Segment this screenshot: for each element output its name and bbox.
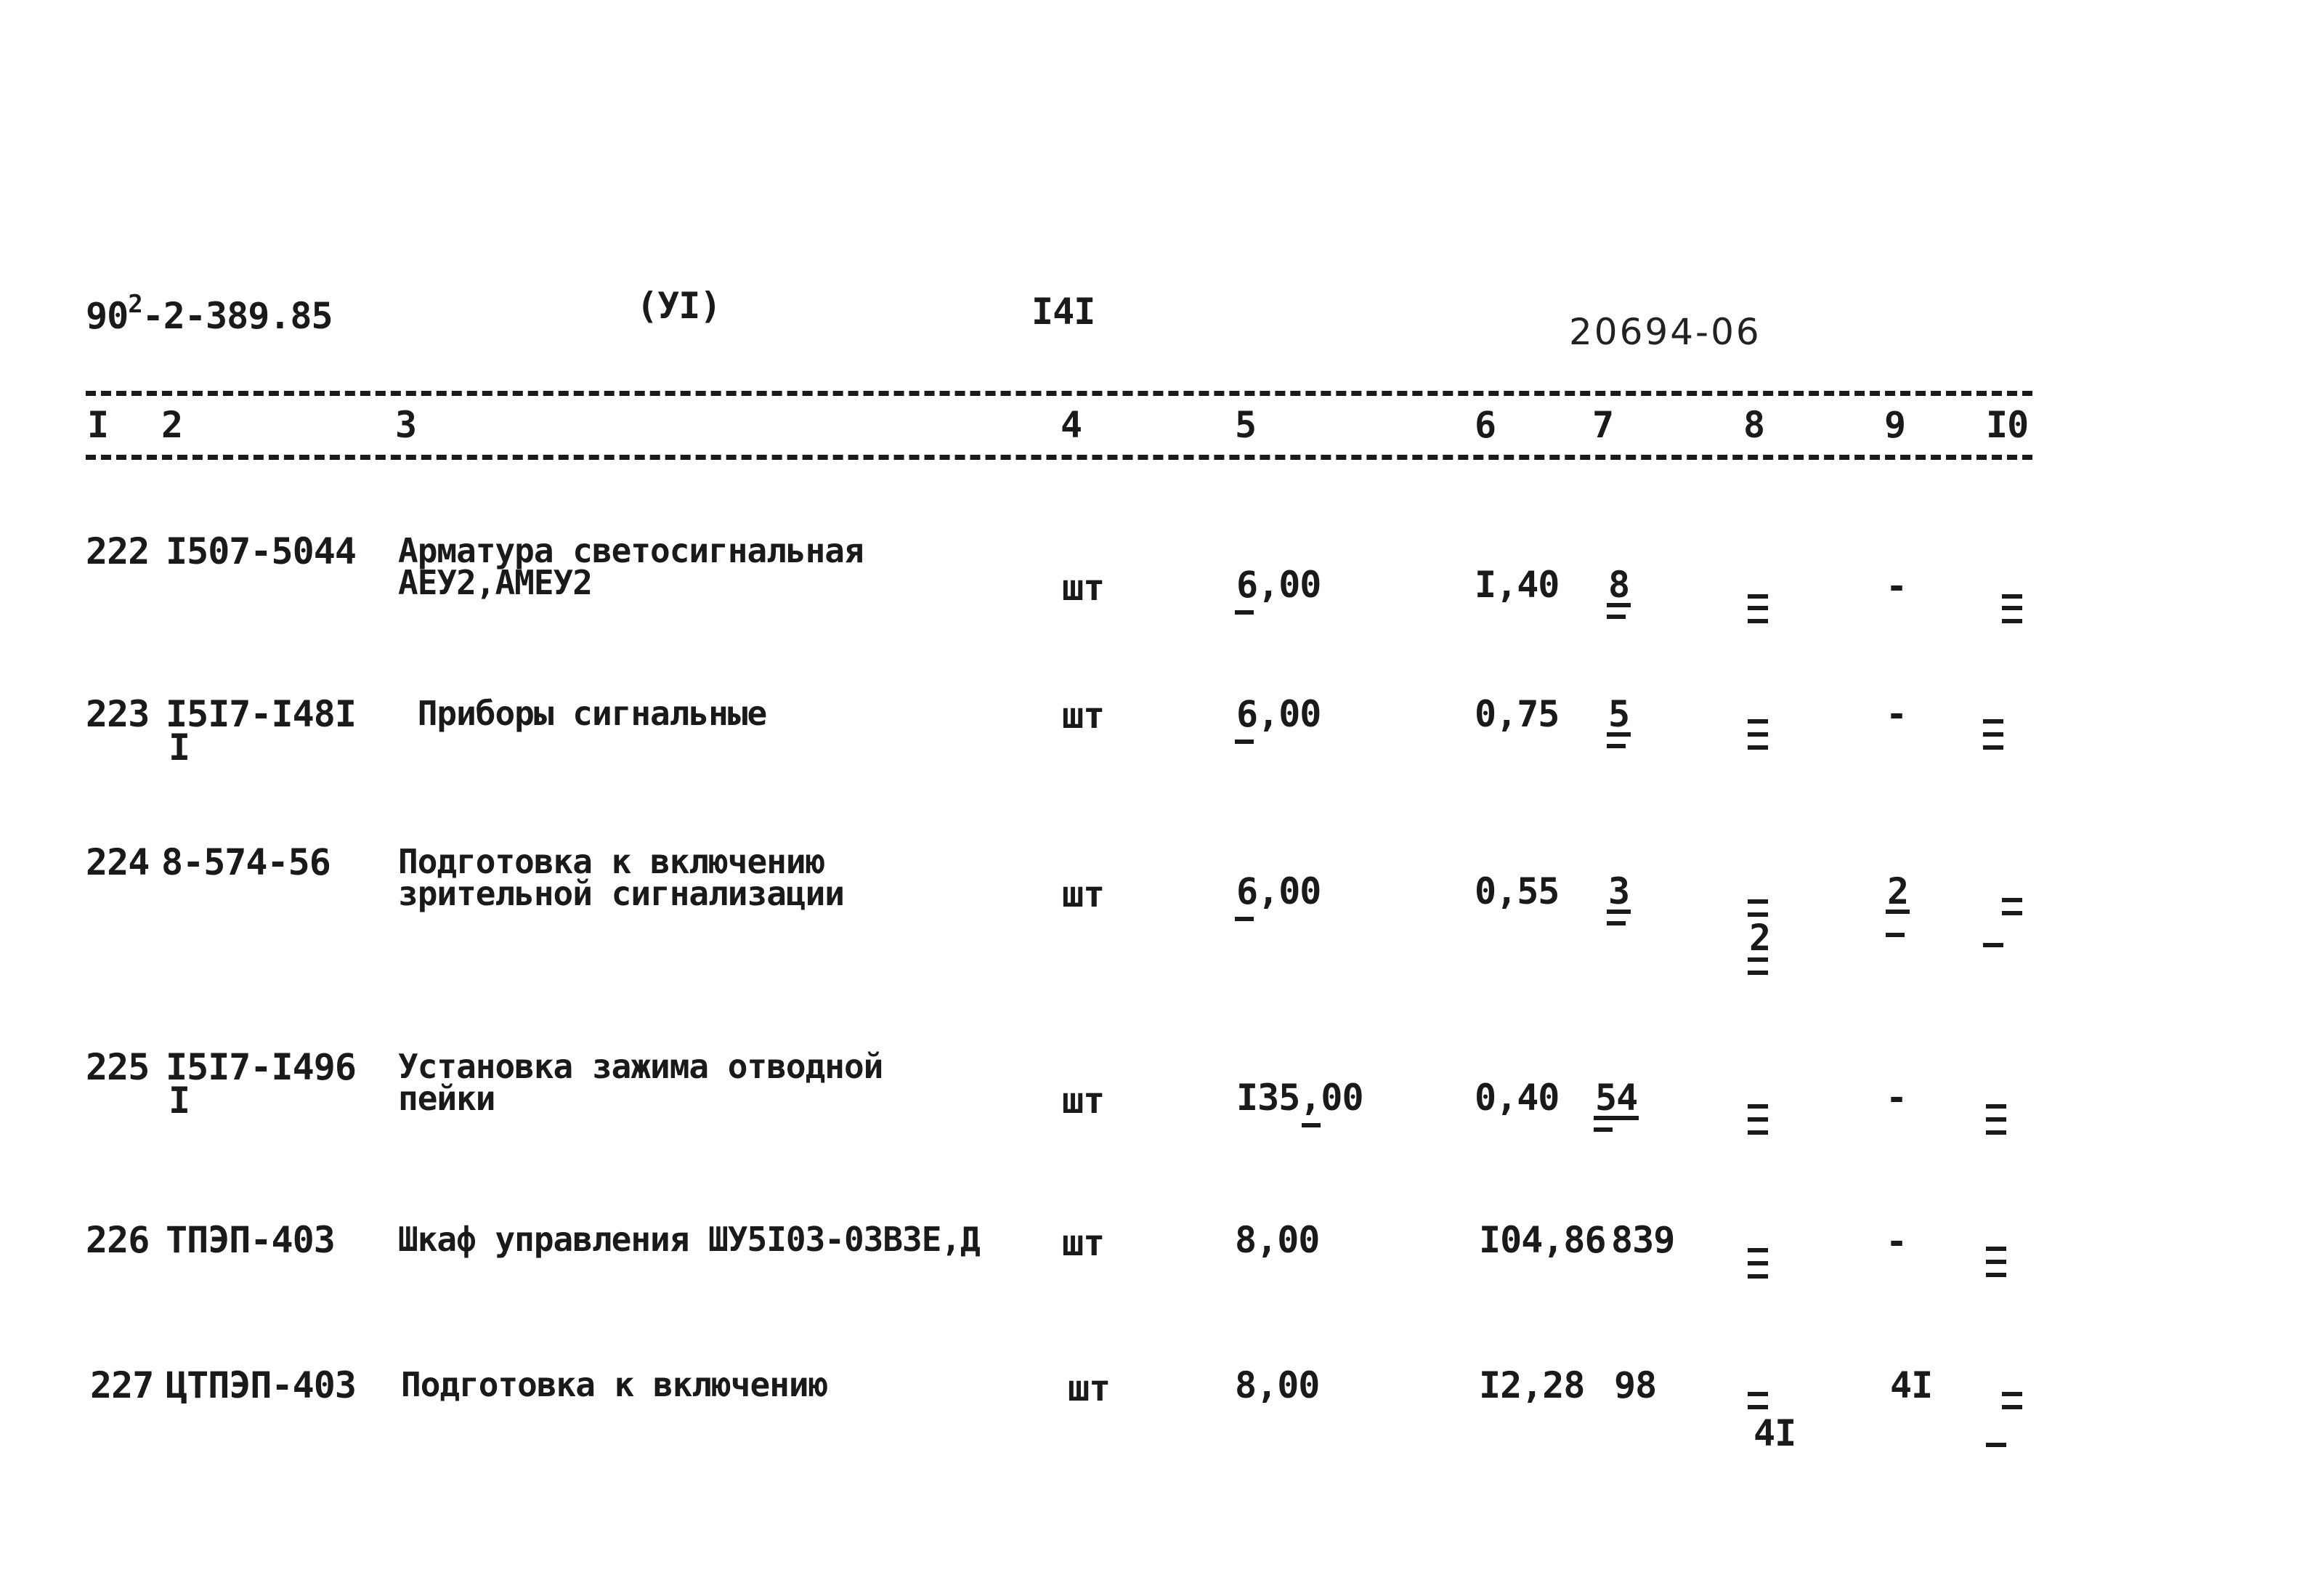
col8-dash xyxy=(1748,1261,1768,1265)
item-description: Приборы сигнальные xyxy=(398,694,767,733)
col10-dash xyxy=(2002,898,2022,902)
unit-price: I2,28 xyxy=(1479,1364,1585,1406)
column-header-5: 5 xyxy=(1235,404,1257,446)
column-header-2: 2 xyxy=(161,404,183,446)
col9-value xyxy=(1886,870,1910,937)
unit: шт xyxy=(1068,1367,1111,1409)
quantity xyxy=(1235,693,1322,744)
total-dash xyxy=(1607,921,1626,925)
quantity-value: I35,00 xyxy=(1236,1077,1363,1119)
total-value: 5 xyxy=(1608,693,1630,735)
unit-price: 0,75 xyxy=(1475,693,1560,735)
col8-dash xyxy=(1748,1274,1768,1279)
col8-dash xyxy=(1748,719,1768,724)
quantity-value: 8,00 xyxy=(1235,1364,1320,1406)
unit: шт xyxy=(1062,694,1105,737)
row-number: 227 xyxy=(90,1364,154,1406)
quantity-dash xyxy=(1235,917,1254,921)
row-number: 223 xyxy=(86,693,150,735)
document-code-sup: 2 xyxy=(128,290,142,319)
item-code-line2: I xyxy=(169,726,190,769)
col9-value: - xyxy=(1886,565,1907,607)
total xyxy=(1607,870,1631,925)
quantity xyxy=(1235,870,1322,921)
unit: шт xyxy=(1062,1079,1105,1122)
col10-dash xyxy=(1986,1273,2006,1277)
item-code: 8-574-56 xyxy=(161,841,331,883)
document-code-main: 90 xyxy=(86,295,129,337)
col8-dash xyxy=(1748,1130,1768,1135)
col8-dash xyxy=(1748,1117,1768,1122)
col10-dash xyxy=(2002,606,2022,610)
unit: шт xyxy=(1062,873,1105,915)
unit-price: I,40 xyxy=(1475,564,1560,606)
col9-value: - xyxy=(1886,1220,1907,1263)
col10-dash xyxy=(1986,1130,2006,1135)
item-code: I507-5044 xyxy=(166,530,356,572)
column-header-6: 6 xyxy=(1475,404,1496,446)
quantity-dash xyxy=(1302,1123,1321,1127)
item-code: I5I7-I496 xyxy=(166,1046,356,1088)
row-number: 224 xyxy=(86,841,150,883)
col8-dash xyxy=(1748,971,1768,975)
col10-dash xyxy=(1986,1117,2006,1122)
col8-lower-value: 2 xyxy=(1749,917,1771,959)
page-number: I4I xyxy=(1031,291,1095,333)
total xyxy=(1607,693,1631,748)
col8-dash xyxy=(1748,1248,1768,1252)
item-description: Арматура светосигнальная АЕУ2,АМЕУ2 xyxy=(398,531,864,602)
col9-dash xyxy=(1886,933,1905,937)
column-header-1: I xyxy=(87,404,109,446)
col10-dash xyxy=(1983,719,2003,724)
col9-value: 4I xyxy=(1890,1364,1933,1406)
col8-dash xyxy=(1748,732,1768,737)
header-rule-bottom xyxy=(86,455,2032,460)
column-header-8: 8 xyxy=(1743,404,1765,446)
column-header-9: 9 xyxy=(1884,404,1906,446)
col10-dash xyxy=(1983,943,2003,947)
quantity-value: 6,00 xyxy=(1236,870,1321,912)
col10-dash xyxy=(2002,1392,2022,1396)
col8-dash xyxy=(1748,619,1768,623)
total-value: 839 xyxy=(1611,1219,1675,1261)
total-value: 98 xyxy=(1614,1364,1657,1406)
col10-dash xyxy=(1986,1104,2006,1109)
column-header-7: 7 xyxy=(1592,404,1614,446)
col8-dash xyxy=(1748,1392,1768,1396)
col8-dash xyxy=(1748,957,1768,962)
col10-dash xyxy=(2002,594,2022,599)
item-code: I5I7-I48I xyxy=(166,693,356,735)
header-rule-top xyxy=(86,391,2032,396)
col8-dash xyxy=(1748,606,1768,610)
item-description: Установка зажима отводной пейки xyxy=(398,1047,883,1118)
unit: шт xyxy=(1062,567,1105,609)
col8-dash xyxy=(1748,1405,1768,1409)
col9-value: - xyxy=(1886,693,1907,735)
document-code-rest: -2-389.85 xyxy=(142,295,333,337)
quantity-value: 6,00 xyxy=(1236,693,1321,735)
unit: шт xyxy=(1062,1222,1105,1264)
column-header-4: 4 xyxy=(1061,404,1082,446)
col8-lower-value: 4I xyxy=(1753,1412,1796,1454)
item-code: ТПЭП-403 xyxy=(166,1219,335,1261)
col10-dash xyxy=(1983,732,2003,737)
col10-dash xyxy=(1983,745,2003,750)
col10-dash xyxy=(1986,1247,2006,1251)
quantity xyxy=(1235,564,1322,615)
col8-dash xyxy=(1748,745,1768,750)
unit-price: 0,55 xyxy=(1475,870,1560,912)
total xyxy=(1594,1079,1639,1132)
quantity-dash xyxy=(1235,740,1254,744)
item-code-line2: I xyxy=(169,1079,190,1122)
item-description: Подготовка к включению зрительной сигнализации xyxy=(398,842,844,913)
document-code xyxy=(86,290,333,337)
item-code: ЦТПЭП-403 xyxy=(166,1364,356,1406)
quantity-value: 6,00 xyxy=(1236,564,1321,606)
col9-number: 2 xyxy=(1887,870,1909,912)
handwritten-reference: 20694-06 xyxy=(1569,311,1761,353)
column-header-10: I0 xyxy=(1986,404,2029,446)
unit-price: 0,40 xyxy=(1475,1077,1560,1119)
quantity-value: 8,00 xyxy=(1235,1219,1320,1261)
total-dash xyxy=(1607,615,1626,619)
item-description: Шкаф управления ШУ5I03-03В3Е,Д xyxy=(398,1220,980,1259)
quantity xyxy=(1235,1079,1365,1127)
col8-dash xyxy=(1748,1104,1768,1109)
section-label: (УI) xyxy=(636,285,721,327)
row-number: 225 xyxy=(86,1046,150,1088)
col8-dash xyxy=(1748,594,1768,599)
item-description: Подготовка к включению xyxy=(401,1365,828,1404)
col10-dash xyxy=(2002,1405,2022,1409)
col8-dash xyxy=(1748,899,1768,904)
col10-dash xyxy=(1986,1260,2006,1264)
quantity-dash xyxy=(1235,610,1254,615)
col9-value: - xyxy=(1886,1077,1907,1119)
col10-dash xyxy=(2002,619,2022,623)
unit-price: I04,86 xyxy=(1479,1219,1606,1261)
column-header-3: 3 xyxy=(395,404,417,446)
row-number: 222 xyxy=(86,530,150,572)
row-number: 226 xyxy=(86,1219,150,1261)
total-dash xyxy=(1607,744,1626,748)
col10-dash xyxy=(2002,911,2022,915)
total-value: 3 xyxy=(1608,870,1630,912)
total xyxy=(1607,564,1631,619)
col10-dash xyxy=(1986,1443,2006,1447)
total-value: 54 xyxy=(1595,1077,1638,1119)
total-value: 8 xyxy=(1608,564,1630,606)
total-dash xyxy=(1594,1127,1613,1132)
